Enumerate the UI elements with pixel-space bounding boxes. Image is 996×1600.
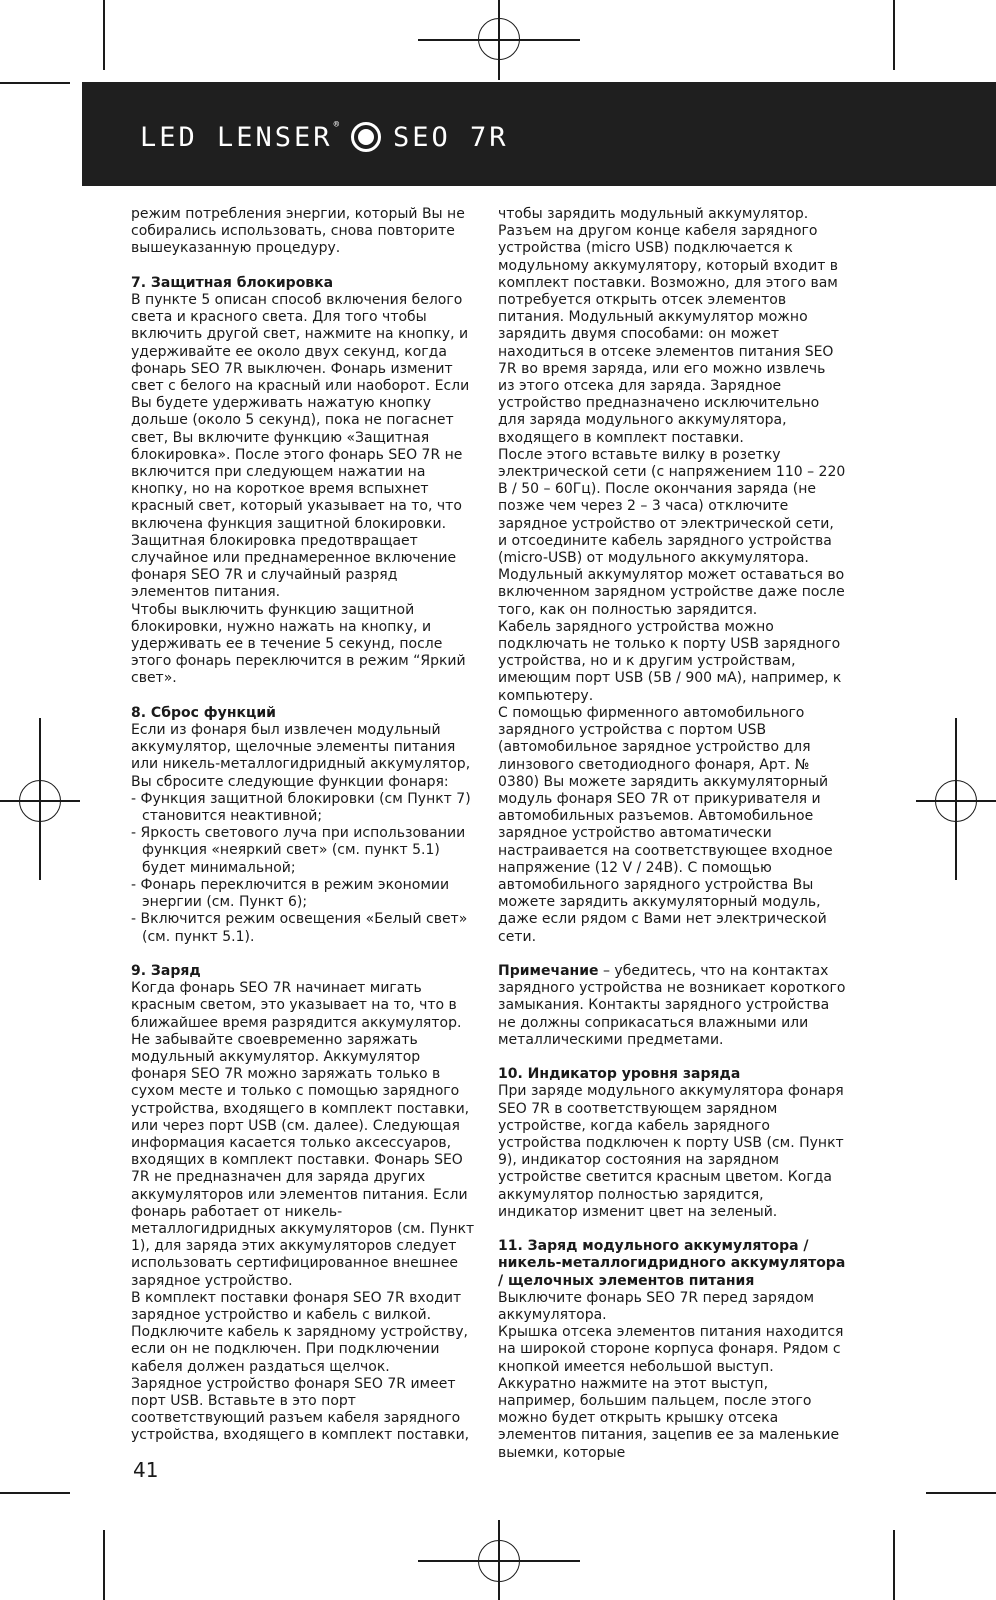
crop-mark	[418, 1560, 580, 1562]
crop-mark	[893, 1530, 895, 1600]
right-column	[498, 206, 846, 1462]
brand-logo	[140, 122, 509, 152]
section-heading: 11. Заряд модульного аккумулятора / никель-металлогидридного аккумулятора / щелочных элементов питания	[498, 1238, 846, 1289]
crop-mark	[926, 1492, 996, 1494]
paragraph: Чтобы выключить функцию защитной блокировки, нужно нажать на кнопку, и удерживать ее в течение 5 секунд, после этого фонарь переключится в режим “Яркий свет».	[131, 601, 466, 687]
lens-icon	[351, 122, 381, 152]
list-item: - Функция защитной блокировки (см Пункт 7) становится неактивной;	[131, 790, 471, 825]
paragraph: С помощью фирменного автомобильного зарядного устройства с портом USB (автомобильное зарядное устройство для линзового светодиодного фонаря, Арт. № 0380) Вы можете зарядить аккумуляторный модуль фонаря SEO 7R от прикуривателя и автомобильных разъемов. Автомобильное зарядное устройство автоматически настраивается на соответствующее входное напряжение (12 V / 24В). С помощью автомобильного зарядного устройства Вы можете зарядить аккумуляторный модуль, даже если рядом с Вами нет электрической сети.	[498, 704, 833, 945]
paragraph: чтобы зарядить модульный аккумулятор. Разъем на другом конце кабеля зарядного устройства (micro USB) подключается к модульному аккумулятору, который входит в комплект поставки. Возможно, для этого вам потребуется открыть отсек элементов питания. Модульный аккумулятор можно зарядить двумя способами: он может находиться в отсеке элементов питания SEO 7R во время заряда, или его можно извлечь из этого отсека для заряда. Зарядное устройство предназначено исключительно для заряда модульного аккумулятора, входящего в комплект поставки.	[498, 206, 839, 446]
paragraph: В пункте 5 описан способ включения белого света и красного света. Для того чтобы включить другой свет, нажмите на кнопку, и удерживайте ее около двух секунд, когда фонарь SEO 7R выключен. Фонарь изменит свет с белого на красный или наоборот. Если Вы будете удерживать нажатую кнопку дольше (около 5 секунд), пока не погаснет свет, Вы включите функцию «Защитная блокировка». После этого фонарь SEO 7R не включится при следующем нажатии на кнопку, но на короткое время вспыхнет красный свет, который указывает на то, что включена функция защитной блокировки. Защитная блокировка предотвращает случайное или преднамеренное включение фонаря SEO 7R и случайный разряд элементов питания.	[131, 292, 470, 601]
crop-mark	[39, 718, 41, 880]
paragraph: Кабель зарядного устройства можно подключать не только к порту USB зарядного устройства, но и к другим устройствам, имеющим порт USB (5В / 900 мА), например, к компьютеру.	[498, 618, 842, 704]
note-text: – убедитесь, что на контактах зарядного устройства не возникает короткого замыкания. Контакты зарядного устройства не должны соприкасаться влажными или металлическими предметами.	[498, 962, 846, 1048]
section-heading: 8. Сброс функций	[131, 704, 276, 721]
paragraph: режим потребления энергии, который Вы не собирались использовать, снова повторите вышеуказанную процедуру.	[131, 206, 465, 257]
paragraph: Крышка отсека элементов питания находится на широкой стороне корпуса фонаря. Рядом с кнопкой имеется небольшой выступ. Аккуратно нажмите на этот выступ, например, большим пальцем, после этого можно будет открыть крышку отсека элементов питания, зацепив ее за маленькие выемки, которые	[498, 1324, 844, 1461]
crop-mark	[916, 800, 996, 802]
model-name: SEO 7R	[392, 121, 509, 153]
crop-mark	[418, 39, 580, 41]
note-label: Примечание	[498, 962, 599, 979]
crop-mark	[103, 1530, 105, 1600]
page-number: 41	[133, 1458, 159, 1482]
crop-mark	[0, 82, 70, 84]
paragraph: После этого вставьте вилку в розетку электрической сети (с напряжением 110 – 220 В / 50 – 60Гц). После окончания заряда (не позже чем через 2 – 3 часа) отключите зарядное устройство от электрической сети, и отсоедините кабель зарядного устройства (micro-USB) от модульного аккумулятора. Модульный аккумулятор может оставаться во включенном зарядном устройстве даже после того, как он полностью зарядится.	[498, 446, 846, 618]
crop-mark	[0, 1492, 70, 1494]
crop-mark	[893, 0, 895, 70]
left-column	[131, 206, 479, 1445]
list-item: - Яркость светового луча при использовании функция «неяркий свет» (см. пункт 5.1) будет минимальной;	[131, 825, 466, 876]
note-paragraph	[498, 963, 846, 1049]
section-heading: 10. Индикатор уровня заряда	[498, 1066, 741, 1083]
brand-name: LED LENSER	[140, 121, 333, 153]
crop-mark	[0, 800, 80, 802]
crop-mark	[955, 718, 957, 880]
list-item: - Фонарь переключится в режим экономии энергии (см. Пункт 6);	[131, 876, 450, 911]
paragraph: Выключите фонарь SEO 7R перед зарядом аккумулятора.	[498, 1289, 815, 1323]
list-item: - Включится режим освещения «Белый свет» (см. пункт 5.1).	[131, 911, 468, 945]
registered-mark: ®	[333, 120, 339, 130]
paragraph: Зарядное устройство фонаря SEO 7R имеет порт USB. Вставьте в это порт соответствующий разъем кабеля зарядного устройства, входящего в комплект поставки,	[131, 1375, 470, 1444]
paragraph: Когда фонарь SEO 7R начинает мигать красным светом, это указывает на то, что в ближайшее время разрядится аккумулятор. Не забывайте своевременно заряжать модульный аккумулятор. Аккумулятор фонаря SEO 7R можно заряжать только в сухом месте и только с помощью зарядного устройства, входящего в комплект поставки, или через порт USB (см. далее). Следующая информация касается только аксессуаров, входящих в комплект поставки. Фонарь SEO 7R не предназначен для заряда других аккумуляторов или элементов питания. Если фонарь работает от никель-металлогидридных аккумуляторов (см. Пункт 1), для заряда этих аккумуляторов следует использовать сертифицированное внешнее зарядное устройство.	[131, 980, 475, 1289]
section-heading: 9. Заряд	[131, 962, 201, 979]
section-heading: 7. Защитная блокировка	[131, 274, 334, 291]
paragraph: При заряде модульного аккумулятора фонаря SEO 7R в соответствующем зарядном устройстве, когда кабель зарядного устройства подключен к порту USB (см. Пункт 9), индикатор состояния на зарядном устройстве светится красным цветом. Когда аккумулятор полностью зарядится, индикатор изменит цвет на зеленый.	[498, 1083, 844, 1220]
header-banner	[82, 82, 996, 186]
crop-mark	[103, 0, 105, 70]
paragraph: В комплект поставки фонаря SEO 7R входит зарядное устройство и кабель с вилкой. Подключите кабель к зарядному устройству, если он не подключен. При подключении кабеля должен раздаться щелчок.	[131, 1289, 468, 1375]
paragraph: Если из фонаря был извлечен модульный аккумулятор, щелочные элементы питания или никель-металлогидридный аккумулятор, Вы сбросите следующие функции фонаря:	[131, 722, 471, 790]
